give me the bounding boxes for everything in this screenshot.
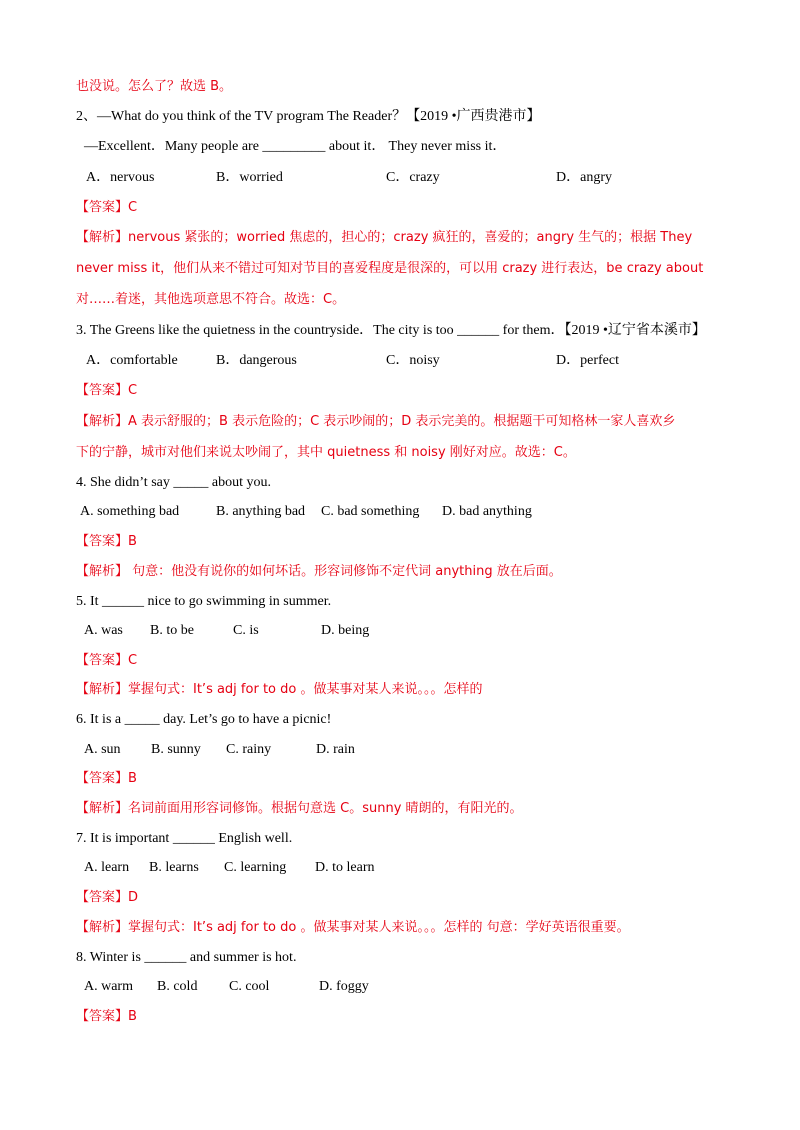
option-d: D. bad anything (442, 504, 532, 519)
explanation-continuation: 也没说。怎么了？故选 B。 (76, 79, 233, 94)
question-5: 5. It ______ nice to go swimming in summer. (76, 594, 332, 609)
option-a: A. was (84, 623, 123, 638)
option-a: A. something bad (80, 504, 180, 519)
option-b: B. learns (149, 860, 199, 875)
explanation-2-line2: never miss it，他们从来不错过可知对节目的喜爱程度是很深的，可以用 crazy 进行表达，be crazy about (76, 261, 704, 276)
explanation-5: 【解析】掌握句式：It’s adj for to do 。做某事对某人来说。。。怎样的 (76, 682, 483, 697)
answer-4: 【答案】B (76, 534, 137, 549)
option-a: A．nervous (86, 170, 155, 185)
option-d: D. rain (316, 742, 355, 757)
question-4: 4. She didn’t say _____ about you. (76, 475, 271, 490)
option-c: C. rainy (226, 742, 272, 757)
explanation-3-line2: 下的宁静，城市对他们来说太吵闹了，其中 quietness 和 noisy 刚好对应。故选：C。 (76, 445, 576, 460)
option-b: B. to be (150, 623, 194, 638)
answer-3: 【答案】C (76, 383, 138, 398)
option-a: A. sun (84, 742, 121, 757)
answer-5: 【答案】C (76, 653, 138, 668)
option-d: D. being (321, 623, 370, 638)
explanation-2-line3: 对……着迷，其他选项意思不符合。故选：C。 (76, 292, 346, 307)
option-c: C. is (233, 623, 259, 638)
option-b: B．worried (216, 170, 283, 185)
explanation-6: 【解析】名词前面用形容词修饰。根据句意选 C。sunny 晴朗的，有阳光的。 (76, 801, 523, 816)
option-a: A．comfortable (86, 353, 178, 368)
option-c: C．crazy (386, 170, 440, 185)
question-6: 6. It is a _____ day. Let’s go to have a picnic! (76, 712, 332, 727)
option-b: B. anything bad (216, 504, 306, 519)
question-7: 7. It is important ______ English well. (76, 831, 293, 846)
option-c: C. bad something (321, 504, 420, 519)
option-a: A. warm (84, 979, 133, 994)
answer-2: 【答案】C (76, 200, 138, 215)
explanation-7: 【解析】掌握句式：It’s adj for to do 。做某事对某人来说。。。怎样的 句意：学好英语很重要。 (76, 920, 630, 935)
option-d: D. to learn (315, 860, 375, 875)
option-b: B. sunny (151, 742, 201, 757)
question-8: 8. Winter is ______ and summer is hot. (76, 950, 297, 965)
answer-7: 【答案】D (76, 890, 139, 905)
answer-6: 【答案】B (76, 771, 137, 786)
option-c: C. cool (229, 979, 270, 994)
option-d: D. foggy (319, 979, 369, 994)
explanation-3-line1: 【解析】A 表示舒服的；B 表示危险的；C 表示吵闹的；D 表示完美的。根据题干可知格林一家人喜欢乡 (76, 414, 676, 429)
option-d: D．perfect (556, 353, 619, 368)
option-d: D．angry (556, 170, 612, 185)
option-a: A. learn (84, 860, 130, 875)
option-b: B．dangerous (216, 353, 297, 368)
option-b: B. cold (157, 979, 198, 994)
explanation-2-line1: 【解析】nervous 紧张的；worried 焦虑的，担心的；crazy 疯狂的，喜爱的；angry 生气的；根据 They (76, 230, 693, 245)
question-2: 2、—What do you think of the TV program The Reader？【2019 •广西贵港市】 (76, 109, 541, 124)
question-2-dialogue: —Excellent．Many people are _________ about it． They never miss it． (84, 139, 507, 154)
option-c: C. learning (224, 860, 287, 875)
explanation-4: 【解析】 句意：他没有说你的如何坏话。形容词修饰不定代词 anything 放在后面。 (76, 564, 562, 579)
answer-8: 【答案】B (76, 1009, 137, 1024)
question-3: 3. The Greens like the quietness in the countryside．The city is too ______ for them．【2019 •辽宁省本溪市】 (76, 323, 706, 338)
option-c: C．noisy (386, 353, 440, 368)
